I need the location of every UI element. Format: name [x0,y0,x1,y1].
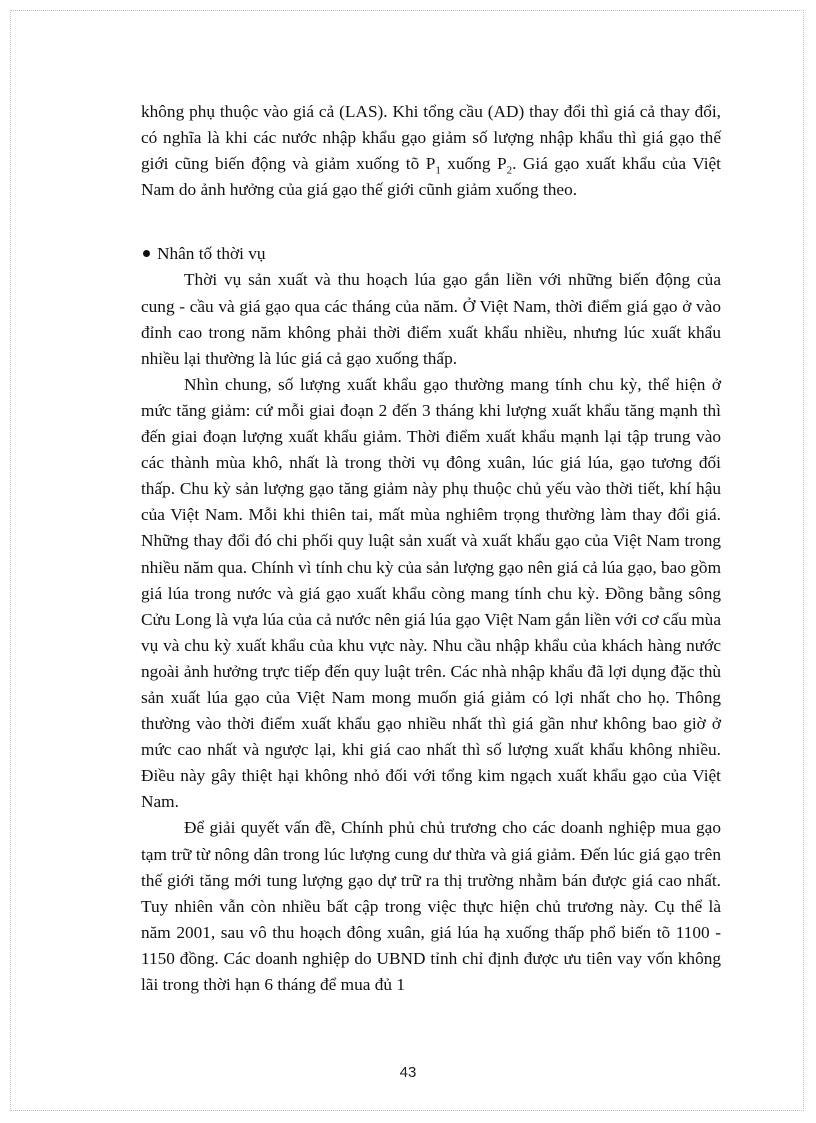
subscript-p1: 1 [435,164,441,177]
bullet-heading-seasonal [141,241,721,267]
paragraph-cyclical-exports: Nhìn chung, số lượng xuất khẩu gạo thường mang tính chu kỳ, thể hiện ở mức tăng giảm: cứ mỗi giai đoạn 2 đến 3 tháng khi lượng xuất khẩu tăng mạnh thì đến giai đoạn lượng xuất khẩu giảm. Thời điểm xuất khẩu mạnh lại tập trung vào các thành mùa khô, nhất là trong thời vụ đông xuân, lúc giá lúa, gạo tương đối thấp. Chu kỳ sản lượng gạo tăng giảm này phụ thuộc chủ yếu vào thời tiết, khí hậu của Việt Nam. Mỗi khi thiên tai, mất mùa nghiêm trọng thường làm thay đổi giá. Những thay đổi đó chi phối quy luật sản xuất và xuất khẩu gạo của Việt Nam trong nhiều năm qua. Chính vì tính chu kỳ của sản lượng gạo nên giá cả lúa gạo, bao gồm giá lúa trong nước và giá gạo xuất khẩu còng mang tính chu kỳ. Đồng bằng sông Cửu Long là vựa lúa của cả nước nên giá lúa gạo Việt Nam gắn liền với cơ cấu mùa vụ và chu kỳ xuất khẩu của khu vực này. Nhu cầu nhập khẩu của khách hàng nước ngoài ảnh hưởng trực tiếp đến quy luật trên. Các nhà nhập khẩu đã lợi dụng đặc thù sản xuất lúa gạo của Việt Nam mong muốn giá giảm có lợi nhất cho họ. Thông thường vào thời điểm xuất khẩu gạo nhiều nhất thì giá gần như không bao giờ ở mức cao nhất và ngược lại, khi giá cao nhất thì số lượng xuất khẩu không nhiều. Điều này gây thiệt hại không nhỏ đối với tổng kim ngạch xuất khẩu gạo của Việt Nam. [141,374,722,812]
page-number: 43 [399,1064,417,1081]
paragraph-text: không phụ thuộc vào giá cả (LAS). Khi tổng cầu (AD) thay đổi thì giá cả thay đổi, có nghĩa là khi các nước nhập khẩu gạo giảm số lượng nhập khẩu thì giá gạo thế giới cũng biến động và giảm xuống tõ P [141,102,721,174]
paragraph-government-policy: Để giải quyết vấn đề, Chính phủ chủ trương cho các doanh nghiệp mua gạo tạm trữ từ nông dân trong lúc lượng cung dư thừa và giá giảm. Đến lúc giá gạo trên thế giới tăng mới tung lượng gạo dự trữ ra thị trường nhằm bán được giá cao nhất. Tuy nhiên vẫn còn nhiều bất cập trong việc thực hiện chủ trương này. Cụ thể là năm 2001, sau vô thu hoạch đông xuân, giá lúa hạ xuống thấp phổ biến tõ 1100 - 1150 đồng. Các doanh nghiệp do UBND tỉnh chỉ định được ưu tiên vay vốn không lãi trong thời hạn 6 tháng để mua đủ 1 [141,818,721,994]
paragraph-text: xuống P [440,154,507,174]
subscript-p2: 2 [506,164,513,177]
paragraph-text: . Giá gạo xuất khẩu của Việt Nam do ảnh hưởng của giá gạo thế giới cũnh giảm xuống theo. [141,154,721,200]
paragraph-price-continuation [141,99,721,203]
document-body [141,99,721,998]
bullet-heading-text: Nhân tố thời vụ [157,244,266,264]
paragraph-seasonal: Thời vụ sản xuất và thu hoạch lúa gạo gắn liền với những biến động của cung - cầu và giá gạo qua các tháng của năm. Ở Việt Nam, thời điểm giá gạo ở vào đỉnh cao trong năm không phải thời điểm xuất khẩu nhiều, nhưng lúc xuất khẩu nhiều lại thường là lúc giá cả gạo xuống thấp. [141,270,721,368]
